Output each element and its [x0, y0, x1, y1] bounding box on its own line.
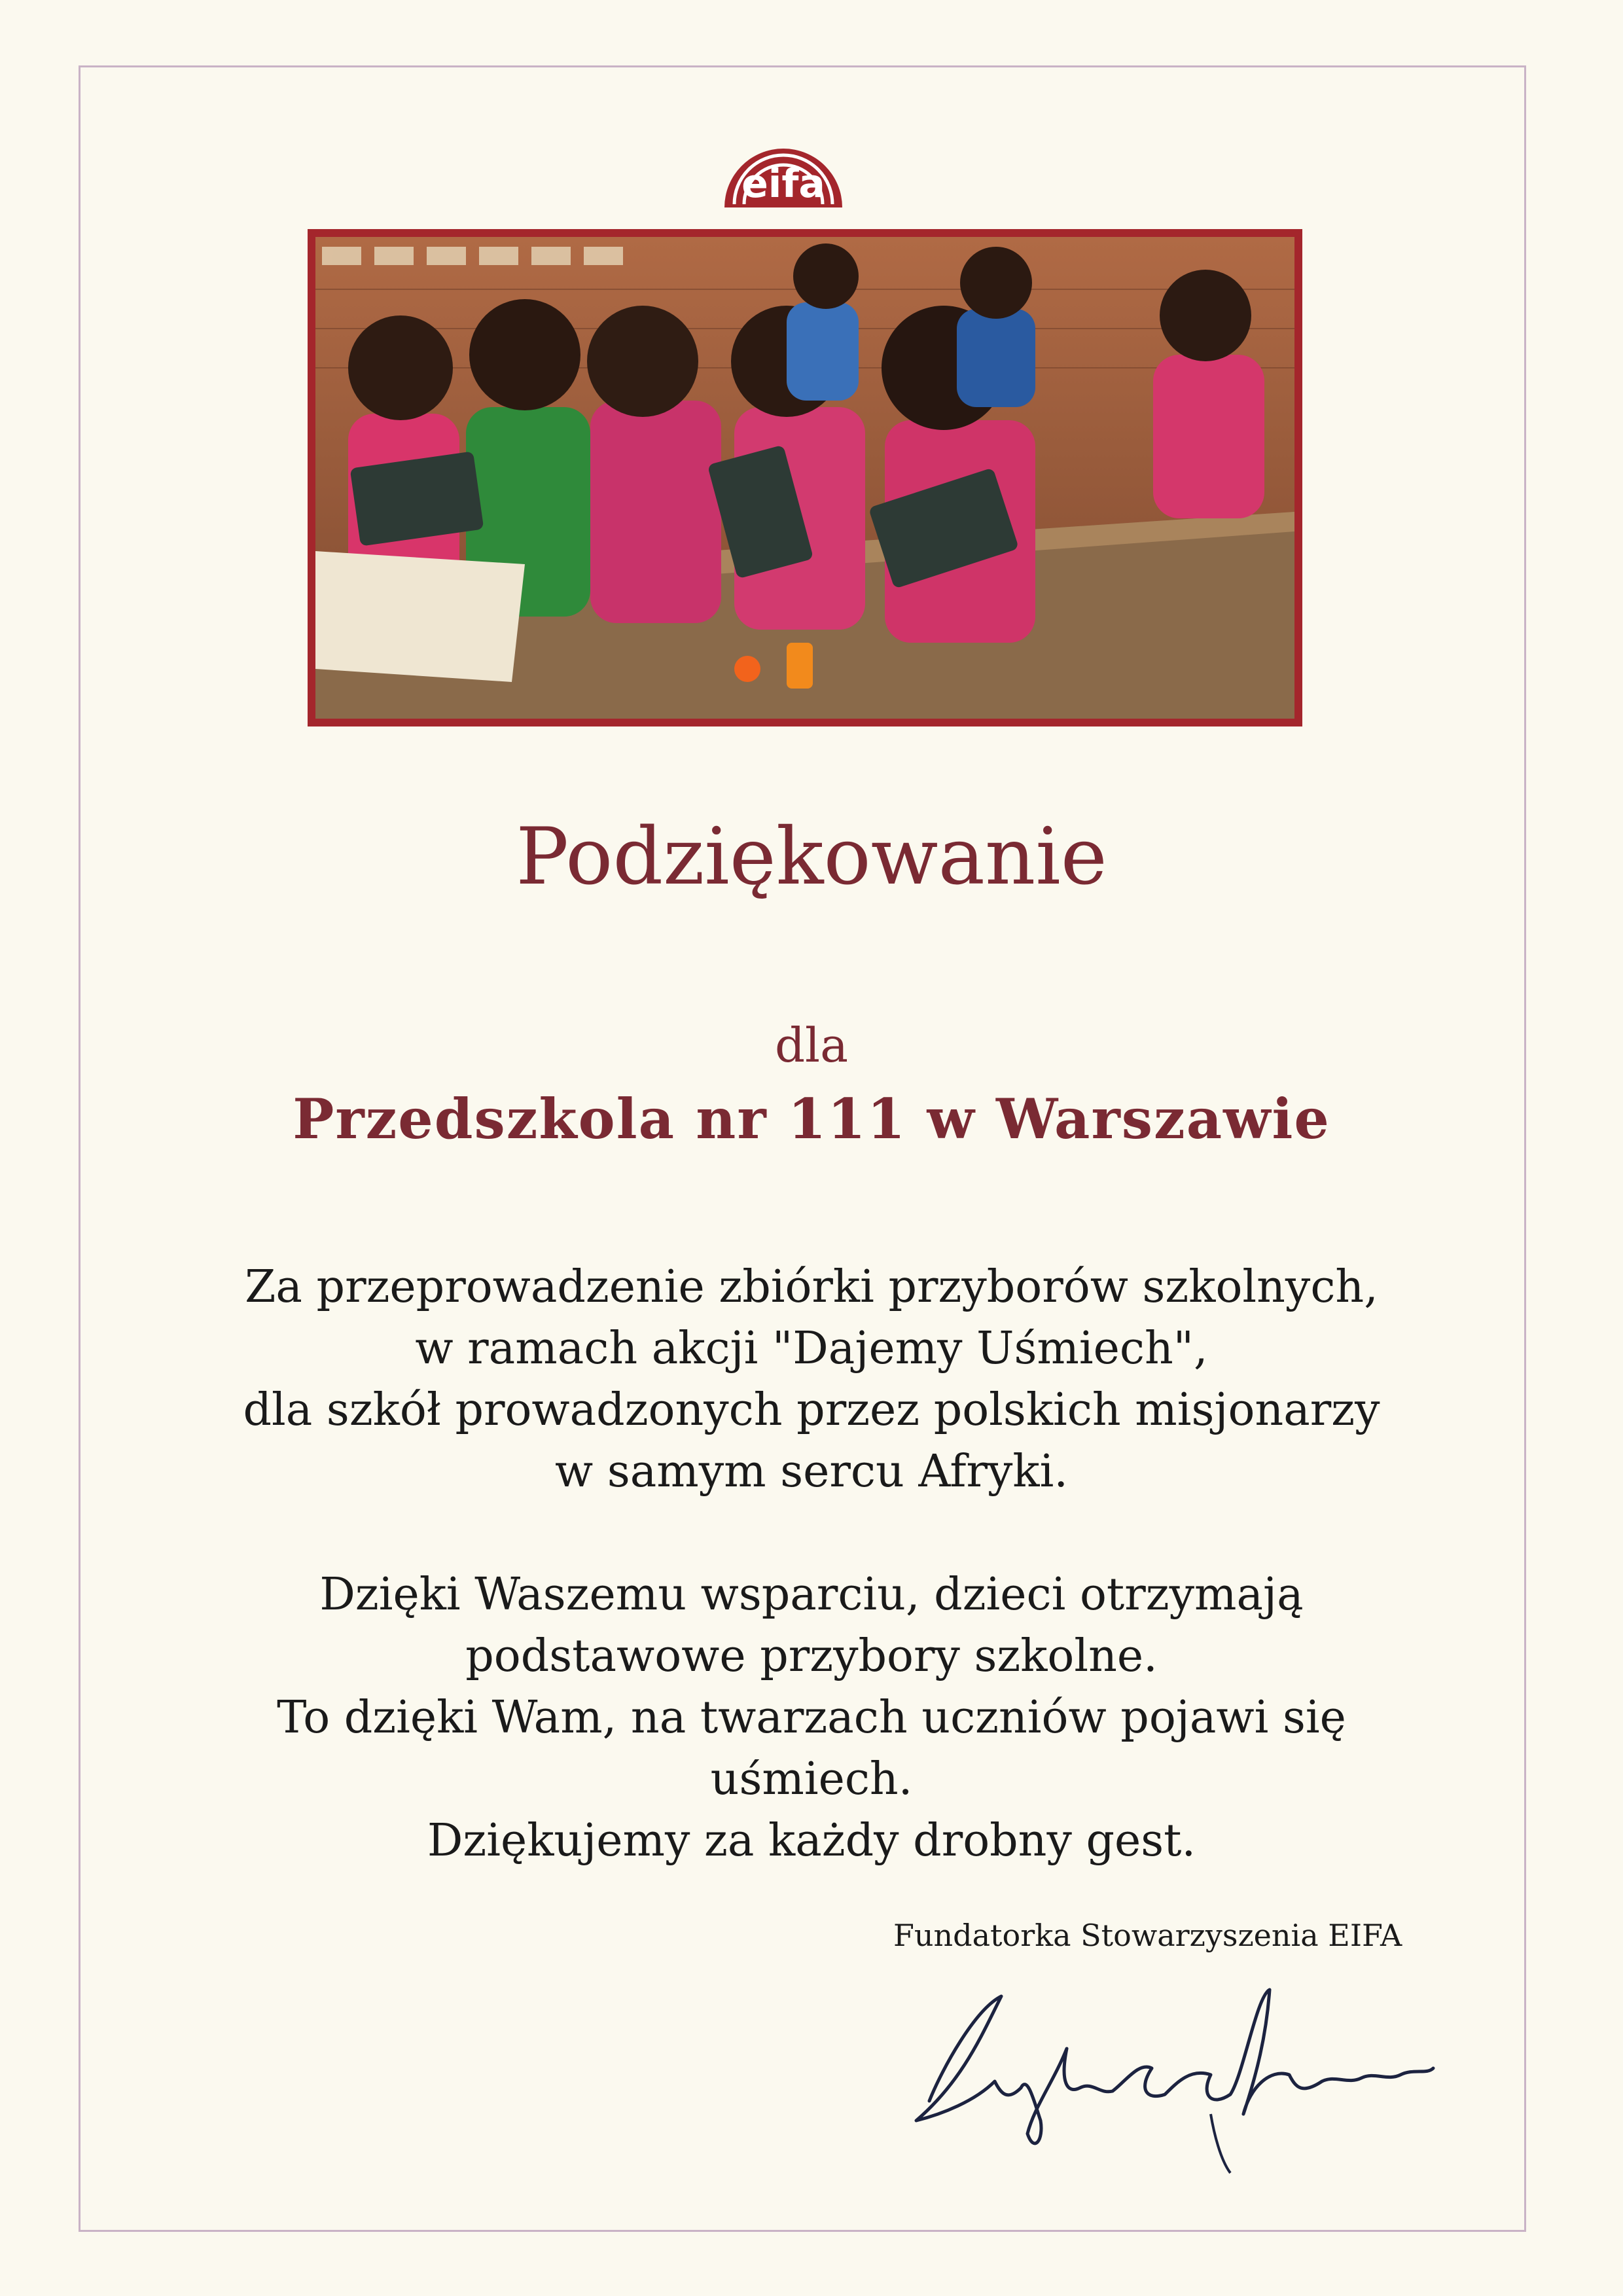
- paragraph-line: Dzięki Waszemu wsparciu, dzieci otrzymają: [319, 1569, 1304, 1621]
- for-label: dla: [774, 1018, 849, 1073]
- signature-icon: [903, 1970, 1440, 2179]
- paragraph-line: w samym sercu Afryki.: [555, 1446, 1068, 1498]
- children-classroom-image: [315, 237, 1294, 719]
- recipient-name: Przedszkola nr 111 w Warszawie: [293, 1086, 1330, 1151]
- thanks-paragraph-2: [0, 1564, 1623, 1872]
- signatory-title: Fundatorka Stowarzyszenia EIFA: [893, 1918, 1402, 1953]
- paragraph-line: To dzięki Wam, na twarzach uczniów pojawi się: [277, 1692, 1346, 1744]
- paragraph-line: dla szkół prowadzonych przez polskich misjonarzy: [243, 1384, 1380, 1436]
- classroom-photo: [308, 229, 1302, 726]
- eifa-logo: [718, 106, 849, 211]
- paragraph-line: Za przeprowadzenie zbiórki przyborów szkolnych,: [245, 1261, 1378, 1313]
- paragraph-line: Dziękujemy za każdy drobny gest.: [427, 1815, 1196, 1867]
- logo-text: eifa: [741, 161, 825, 207]
- handwritten-signature: [903, 1970, 1440, 2179]
- paragraph-line: uśmiech.: [710, 1753, 913, 1805]
- paragraph-line: w ramach akcji "Dajemy Uśmiech",: [415, 1323, 1208, 1374]
- certificate-title: Podziękowanie: [516, 812, 1107, 903]
- paragraph-line: podstawowe przybory szkolne.: [465, 1630, 1158, 1682]
- thanks-paragraph-1: [0, 1257, 1623, 1503]
